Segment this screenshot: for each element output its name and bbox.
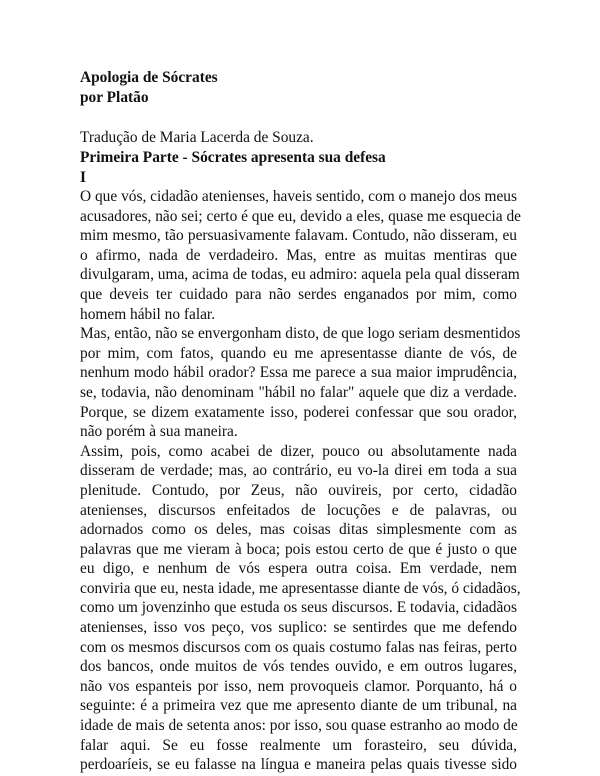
text-line: seguinte: é a primeira vez que me apresento diante de um tribunal, na [80, 697, 517, 715]
text-line: disseram de verdade; mas, ao contrário, eu vo-la direi em toda a sua [80, 462, 517, 480]
author-line: por Platão [80, 89, 149, 106]
text-line: nenhum modo hábil orador? Essa me parece a sua maior imprudência, [80, 364, 517, 382]
text-line: por mim, com fatos, quando eu me apresentasse diante de vós, de [80, 344, 517, 362]
text-line: adornados como os deles, mas coisas ditas simplesmente com as [80, 521, 517, 539]
section-number: I [80, 169, 86, 186]
body-text [80, 187, 522, 775]
document-title: Apologia de Sócrates [80, 69, 218, 86]
paragraph [80, 324, 521, 442]
paragraph [80, 187, 522, 324]
text-line: O que vós, cidadão atenienses, haveis sentido, com o manejo dos meus [80, 188, 517, 205]
text-line: Mas, então, não se envergonham disto, de que logo seriam desmentidos [80, 325, 521, 343]
text-line: atenienses, discursos enfeitados de locuções e de palavras, ou [80, 501, 517, 519]
text-line: eu digo, e nenhum de vós espera outra coisa. Em verdade, nem [80, 560, 517, 578]
text-line: falar aqui. Se eu fosse realmente um forasteiro, seu dúvida, [80, 736, 517, 754]
text-line: o afirmo, nada de verdadeiro. Mas, entre as muitas mentiras que [80, 246, 517, 264]
text-line: como um jovenzinho que estuda os seus discursos. E todavia, cidadãos [80, 599, 517, 617]
part-heading: Primeira Parte - Sócrates apresenta sua defesa [80, 149, 386, 166]
document-page [80, 68, 522, 775]
text-line: conviria que eu, nesta idade, me apresentasse diante de vós, ó cidadãos, [80, 579, 521, 597]
text-line: mim mesmo, tão persuasivamente falavam. Contudo, não disseram, eu [80, 227, 517, 245]
text-line: idade de mais de setenta anos: por isso, sou quase estranho ao modo de [80, 717, 518, 735]
text-line: dos bancos, onde muitos de vós tendes ouvido, e em outros lugares, [80, 658, 517, 676]
text-line: acusadores, não sei; certo é que eu, devido a eles, quase me esquecia de [80, 207, 522, 225]
text-line: homem hábil no falar. [80, 305, 216, 323]
text-line: atenienses, isso vos peço, vos suplico: se sentirdes que me defendo [80, 619, 517, 637]
title-block [80, 68, 517, 108]
paragraph [80, 442, 521, 775]
blank-line [80, 108, 517, 128]
text-line: perdoaríeis, se eu falasse na língua e maneira pelas quais tivesse sido [80, 756, 517, 774]
text-line: divulgaram, uma, acima de todas, eu admiro: aquela pela qual disseram [80, 266, 520, 284]
text-line: com os mesmos discursos com os quais costumo falas nas feiras, perto [80, 638, 517, 656]
text-line: palavras que me vieram à boca; pois estou certo de que é justo o que [80, 540, 517, 558]
text-line: se, todavia, não denominam "hábil no falar" aquele que diz a verdade. [80, 383, 517, 401]
text-line: que deveis ter cuidado para não serdes enganados por mim, como [80, 285, 517, 303]
text-line: Porque, se dizem exatamente isso, poderei confessar que sou orador, [80, 403, 517, 421]
text-line: plenitude. Contudo, por Zeus, não ouvireis, por certo, cidadão [80, 481, 517, 499]
text-line: não vos espanteis por isso, nem provoqueis clamor. Porquanto, há o [80, 677, 517, 695]
text-line: Assim, pois, como acabei de dizer, pouco ou absolutamente nada [80, 442, 517, 460]
text-line: não porém à sua maneira. [80, 423, 238, 441]
translation-credit: Tradução de Maria Lacerda de Souza. [80, 129, 314, 146]
